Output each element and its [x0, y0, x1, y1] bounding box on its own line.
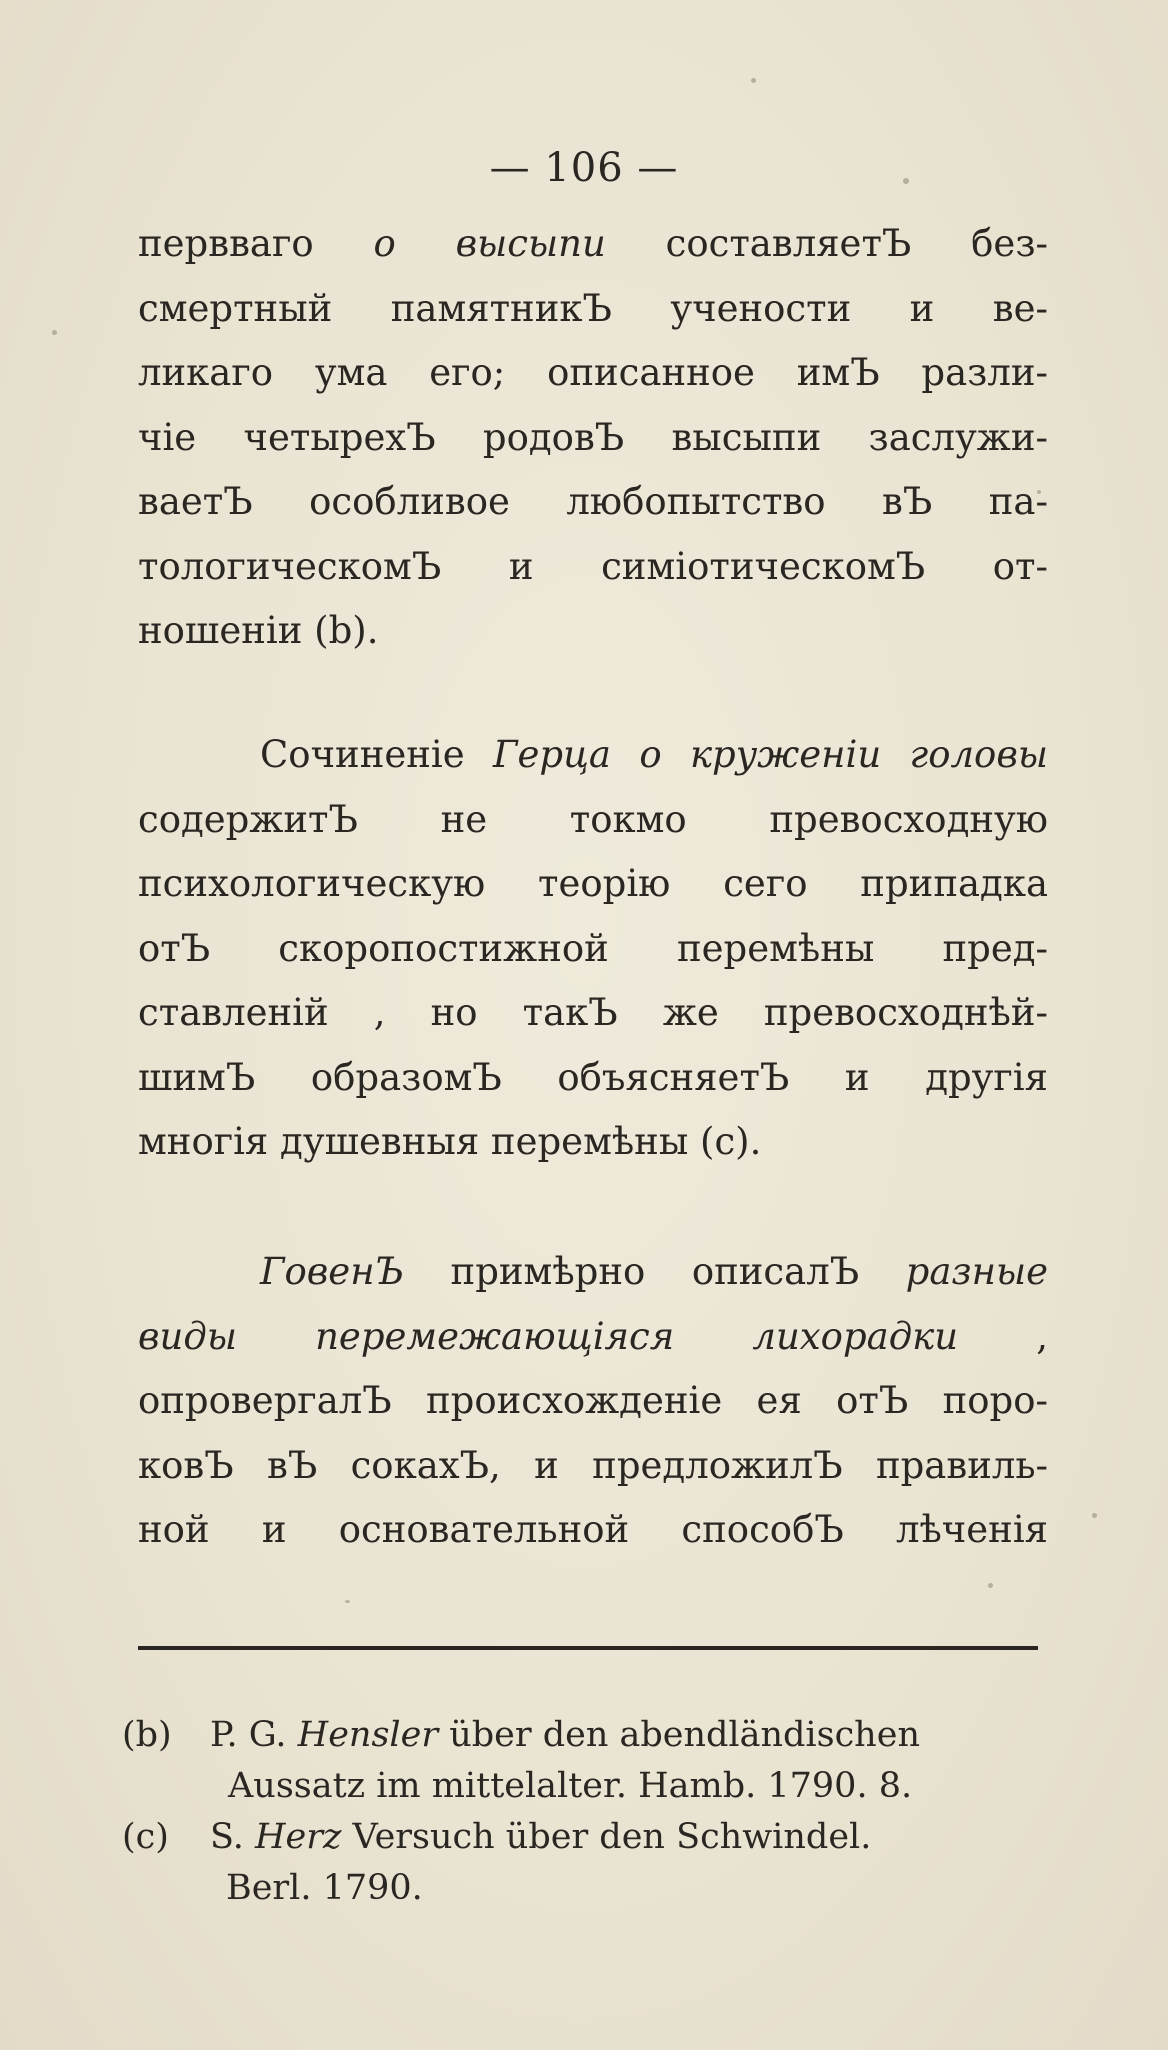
italic-text: разные: [905, 1250, 1048, 1293]
text-line: ношеніи (b).: [138, 609, 379, 652]
paper-speck: [345, 1600, 350, 1603]
text-line: ликаго ума его; описанное имЪ разли-: [138, 351, 1048, 394]
text-line: психологическую теорію сего припадка: [138, 862, 1048, 905]
text-line: ставленій , но такЪ же превосходнѣй-: [138, 991, 1048, 1034]
paragraph-1: [138, 212, 1048, 664]
text-line: ваетЪ особливое любопытство вЪ па-: [138, 480, 1048, 523]
footnotes: [122, 1710, 1052, 1914]
text-line: многія душевныя перемѣны (с).: [138, 1120, 762, 1163]
paper-speck: [988, 1583, 993, 1588]
italic-text: Herz: [254, 1817, 342, 1857]
paper-speck: [52, 330, 57, 335]
italic-text: Герца о круженіи головы: [493, 733, 1048, 776]
text-line: шимЪ образомЪ объясняетЪ и другія: [138, 1055, 1048, 1099]
text-line: Сочиненіе Герца о круженіи головы: [260, 733, 1048, 776]
footnote-marker: (b): [122, 1715, 172, 1755]
page-number: — 106 —: [489, 145, 679, 191]
footnote: [122, 1710, 1052, 1812]
paragraph-2: [138, 723, 1048, 1175]
paragraph-3: [138, 1240, 1048, 1563]
text-line: тологическомЪ и симіотическомЪ от-: [138, 544, 1048, 588]
text-line: ковЪ вЪ сокахЪ, и предложилЪ правиль-: [138, 1443, 1048, 1487]
text-line: опровергалЪ происхожденіе ея отЪ поро-: [138, 1379, 1048, 1422]
text-line: первваго о высыпи составляетЪ без-: [138, 222, 1048, 265]
text-line: чіе четырехЪ родовЪ высыпи заслужи-: [138, 415, 1048, 459]
text-line: содержитЪ не токмо превосходную: [138, 797, 1048, 841]
text-line: отЪ скоропостижной перемѣны пред-: [138, 926, 1048, 970]
text-line: ной и основательной способЪ лѣченія: [138, 1508, 1048, 1551]
italic-text: о высыпи: [373, 222, 606, 265]
footnote-line: Aussatz im mittelalter. Hamb. 1790. 8.: [228, 1766, 913, 1806]
paper-speck: [751, 78, 756, 83]
italic-text: Hensler: [297, 1715, 439, 1755]
footnote-line: P. G. Hensler über den abendländischen: [210, 1715, 920, 1755]
footnote: [122, 1812, 1052, 1914]
italic-text: ГовенЪ: [260, 1250, 404, 1293]
footnote-marker: (c): [122, 1817, 169, 1857]
paper-speck: [1092, 1513, 1097, 1518]
text-line: ГовенЪ примѣрно описалЪ разные: [260, 1250, 1048, 1293]
footnote-line: S. Herz Versuch über den Schwindel.: [210, 1817, 872, 1857]
footnote-line: Berl. 1790.: [226, 1868, 423, 1908]
text-line: виды перемежающіяся лихорадки ,: [138, 1314, 1048, 1358]
italic-text: виды перемежающіяся лихорадки: [138, 1314, 959, 1358]
text-line: смертный памятникЪ учености и ве-: [138, 286, 1048, 330]
footnote-divider: [138, 1646, 1038, 1650]
